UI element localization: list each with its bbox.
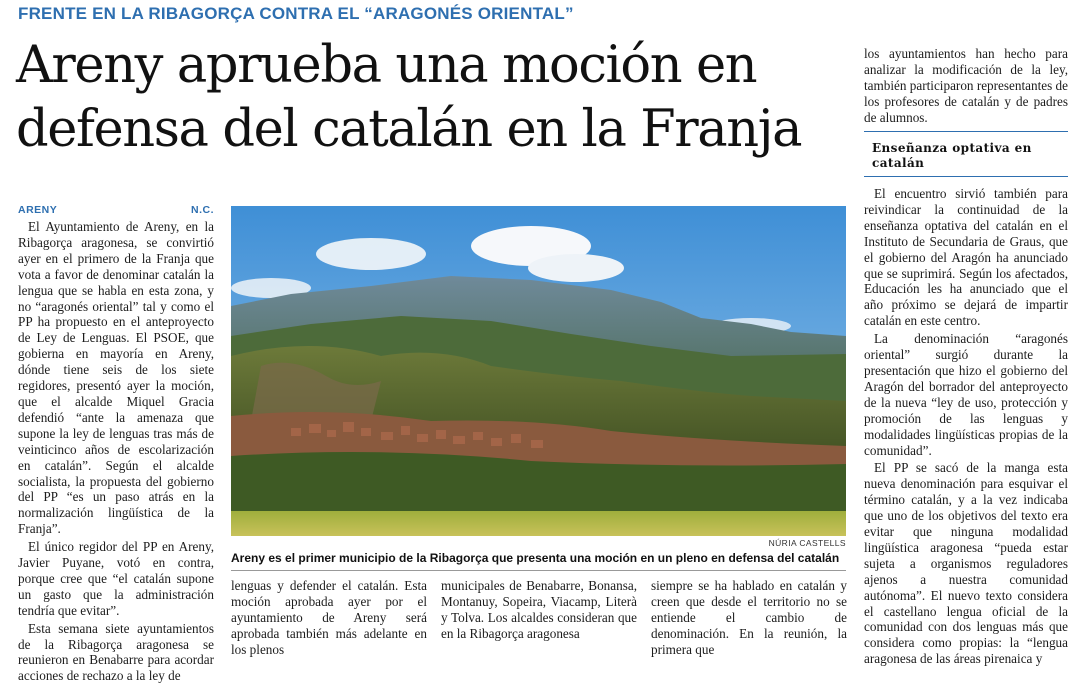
- landscape-image: [231, 206, 846, 536]
- article-column-2: [231, 578, 427, 658]
- paragraph: El encuentro sirvió también para reivindicar la continuidad de la enseñanza optativa del catalán en el Instituto de Secundaria de Graus, que el gobierno del Aragón ha anunciado que se suprimirá. Según los afectados, Educación les ha anunciado que el año próximo se dejará de impartir catalán en este centro.: [864, 186, 1068, 329]
- photo-credit: NÚRIA CASTELLS: [768, 538, 846, 548]
- paragraph: siempre se ha hablado en catalán y creen que desde el territorio no se entiende el cambio de denominación. En la reunión, la primera que: [651, 578, 847, 657]
- caption-divider: [231, 570, 846, 571]
- section-kicker: FRENTE EN LA RIBAGORÇA CONTRA EL “ARAGONÉS ORIENTAL”: [18, 4, 574, 23]
- byline-author: N.C.: [191, 204, 214, 216]
- article-column-right: [864, 186, 1068, 667]
- subhead-rule-bottom: [864, 176, 1068, 177]
- paragraph: El PP se sacó de la manga esta nueva denominación para esquivar el término catalán, y a la vez indicaba que uno de los objetivos del texto era evitar que ninguna modalidad lingüística aragonesa “pueda estar sujeta a organismos reguladores ajenos a nuestra comunidad autónoma”. El nuevo texto considera el castellano lengua oficial de la comunidad con dos lenguas más que considera como propias: la “lengua aragonesa de las áreas pirenaica y: [864, 460, 1068, 667]
- paragraph: municipales de Benabarre, Bonansa, Montanuy, Sopeira, Viacamp, Literà y Tolva. Los alcaldes consideran que en la Ribagorça aragonesa: [441, 578, 637, 641]
- photo-caption: Areny es el primer municipio de la Ribagorça que presenta una moción en un pleno en defensa del catalán: [231, 551, 840, 565]
- paragraph: Esta semana siete ayuntamientos de la Ribagorça aragonesa se reunieron en Benabarre para acordar acciones de rechazo a la ley de: [18, 620, 214, 684]
- subheading: Enseñanza optativa en catalán: [872, 141, 1032, 170]
- paragraph: El Ayuntamiento de Areny, en la Ribagorça aragonesa, se convirtió ayer en el primero de la Franja que vota a favor de denominar catalán la lengua que se habla en esta zona, y no “aragonés oriental” tal y como el PP ha propuesto en el anteproyecto de Ley de Lenguas. El PSOE, que gobierna en mayoría en Areny, dónde tiene seis de los siete regidores, presentó ayer la moción, que el alcalde Miquel Gracia defendió “ante la amenaza que supone la ley de lenguas tras más de veinticinco años de escolarización en catalán”. Según el alcalde socialista, la propuesta del gobierno del PP “es un paso atrás en la normalización lingüística de la Franja”.: [18, 219, 214, 537]
- article-column-right-top: [864, 46, 1068, 126]
- subhead-rule-top: [864, 131, 1068, 132]
- headline: Areny aprueba una moción en defensa del catalán en la Franja: [16, 36, 802, 159]
- article-column-1: [18, 219, 214, 684]
- article-photo: [231, 206, 846, 536]
- byline: [18, 204, 214, 216]
- article-column-4: [651, 578, 847, 658]
- byline-place: ARENY: [18, 204, 58, 216]
- article-column-3: [441, 578, 637, 642]
- paragraph: lenguas y defender el catalán. Esta moción aprobada ayer por el ayuntamiento de Areny será aprobada también más adelante en los plenos: [231, 578, 427, 657]
- paragraph: La denominación “aragonés oriental” surgió durante la presentación que hizo el gobierno del Aragón del borrador del anteproyecto de la nueva “ley de uso, protección y promoción de las lenguas y modalidades lingüísticas propias de la comunidad”.: [864, 331, 1068, 458]
- paragraph: los ayuntamientos han hecho para analizar la modificación de la ley, también participaron representantes de los profesores de catalán y de padres de alumnos.: [864, 46, 1068, 125]
- paragraph: El único regidor del PP en Areny, Javier Puyane, votó en contra, porque cree que “el catalán supone un gasto que la administración tendría que evitar”.: [18, 539, 214, 618]
